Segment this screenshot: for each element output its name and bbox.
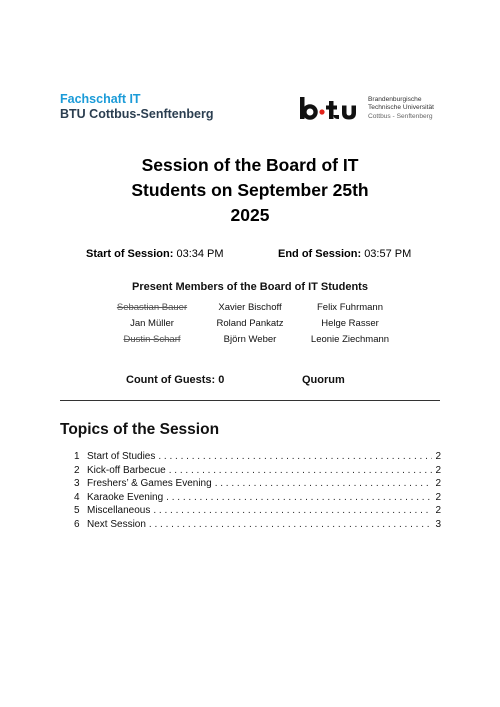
guest-count-value: 0 xyxy=(218,374,225,386)
toc-title: Next Session xyxy=(87,518,146,530)
start-label: Start of Session: xyxy=(86,248,174,260)
toc-page: 2 xyxy=(435,464,441,476)
guest-count xyxy=(126,374,224,386)
members-grid xyxy=(60,302,440,350)
member-name: Björn Weber xyxy=(223,334,277,345)
toc-entry[interactable] xyxy=(74,464,441,478)
members-row xyxy=(60,302,440,318)
quorum-label: Quorum xyxy=(302,374,345,386)
member-name: Dustin Scharf xyxy=(123,334,181,345)
org-name: Fachschaft IT xyxy=(60,92,141,106)
toc-title: Start of Studies xyxy=(87,451,156,462)
start-time: 03:34 PM xyxy=(176,248,224,260)
toc-page: 2 xyxy=(435,491,441,503)
members-row xyxy=(60,334,440,350)
member-name: Roland Pankatz xyxy=(216,318,284,329)
member-name: Leonie Ziechmann xyxy=(310,334,390,345)
end-label: End of Session: xyxy=(278,248,362,260)
toc-page: 2 xyxy=(435,505,441,517)
toc-leader xyxy=(153,504,432,518)
toc-page: 2 xyxy=(435,478,441,490)
title-line3: 2025 xyxy=(230,205,270,225)
toc-leader xyxy=(149,518,433,532)
session-end xyxy=(278,248,411,260)
toc-page: 3 xyxy=(435,518,441,530)
toc-number: 6 xyxy=(74,518,80,530)
university-line1: Brandenburgische xyxy=(368,96,422,103)
toc-leader xyxy=(169,464,433,478)
toc-page: 2 xyxy=(435,451,441,462)
member-name: Jan Müller xyxy=(130,318,174,329)
title-line1: Session of the Board of IT xyxy=(141,155,359,175)
guest-count-label: Count of Guests: xyxy=(126,374,216,386)
members-heading: Present Members of the Board of IT Students xyxy=(132,281,368,293)
toc-title: Freshers’ & Games Evening xyxy=(87,478,212,490)
topics-heading: Topics of the Session xyxy=(60,421,220,438)
toc-title: Miscellaneous xyxy=(87,505,151,517)
section-divider xyxy=(60,400,440,401)
toc-leader xyxy=(158,450,432,464)
toc-leader xyxy=(166,491,432,505)
toc-number: 4 xyxy=(74,491,80,503)
fachschaft-logo xyxy=(60,93,213,120)
toc-title: Karaoke Evening xyxy=(87,491,164,503)
university-name xyxy=(368,96,434,121)
toc-number: 2 xyxy=(74,464,80,476)
title-line2: Students on September 25th xyxy=(131,180,369,200)
toc-entry[interactable] xyxy=(74,477,441,491)
toc-entry[interactable] xyxy=(74,450,441,464)
member-name: Sebastian Bauer xyxy=(116,302,188,313)
document-title xyxy=(100,153,400,228)
end-time: 03:57 PM xyxy=(364,248,412,260)
toc-title: Kick-off Barbecue xyxy=(87,464,166,476)
toc-number: 5 xyxy=(74,505,80,517)
toc-number: 3 xyxy=(74,478,80,490)
table-of-contents xyxy=(74,450,441,532)
toc-leader xyxy=(215,477,433,491)
member-name: Felix Fuhrmann xyxy=(317,302,383,313)
toc-entry[interactable] xyxy=(74,491,441,505)
toc-number: 1 xyxy=(74,451,80,462)
org-university: BTU Cottbus-Senftenberg xyxy=(60,106,214,121)
toc-entry[interactable] xyxy=(74,518,441,532)
session-start xyxy=(86,248,224,260)
member-name: Xavier Bischoff xyxy=(218,302,282,313)
toc-entry[interactable] xyxy=(74,504,441,518)
member-name: Helge Rasser xyxy=(321,318,379,329)
btu-logo-icon xyxy=(298,95,362,123)
university-line2: Technische Universität xyxy=(368,104,434,112)
university-line3: Cottbus - Senftenberg xyxy=(368,112,433,120)
members-row xyxy=(60,318,440,334)
